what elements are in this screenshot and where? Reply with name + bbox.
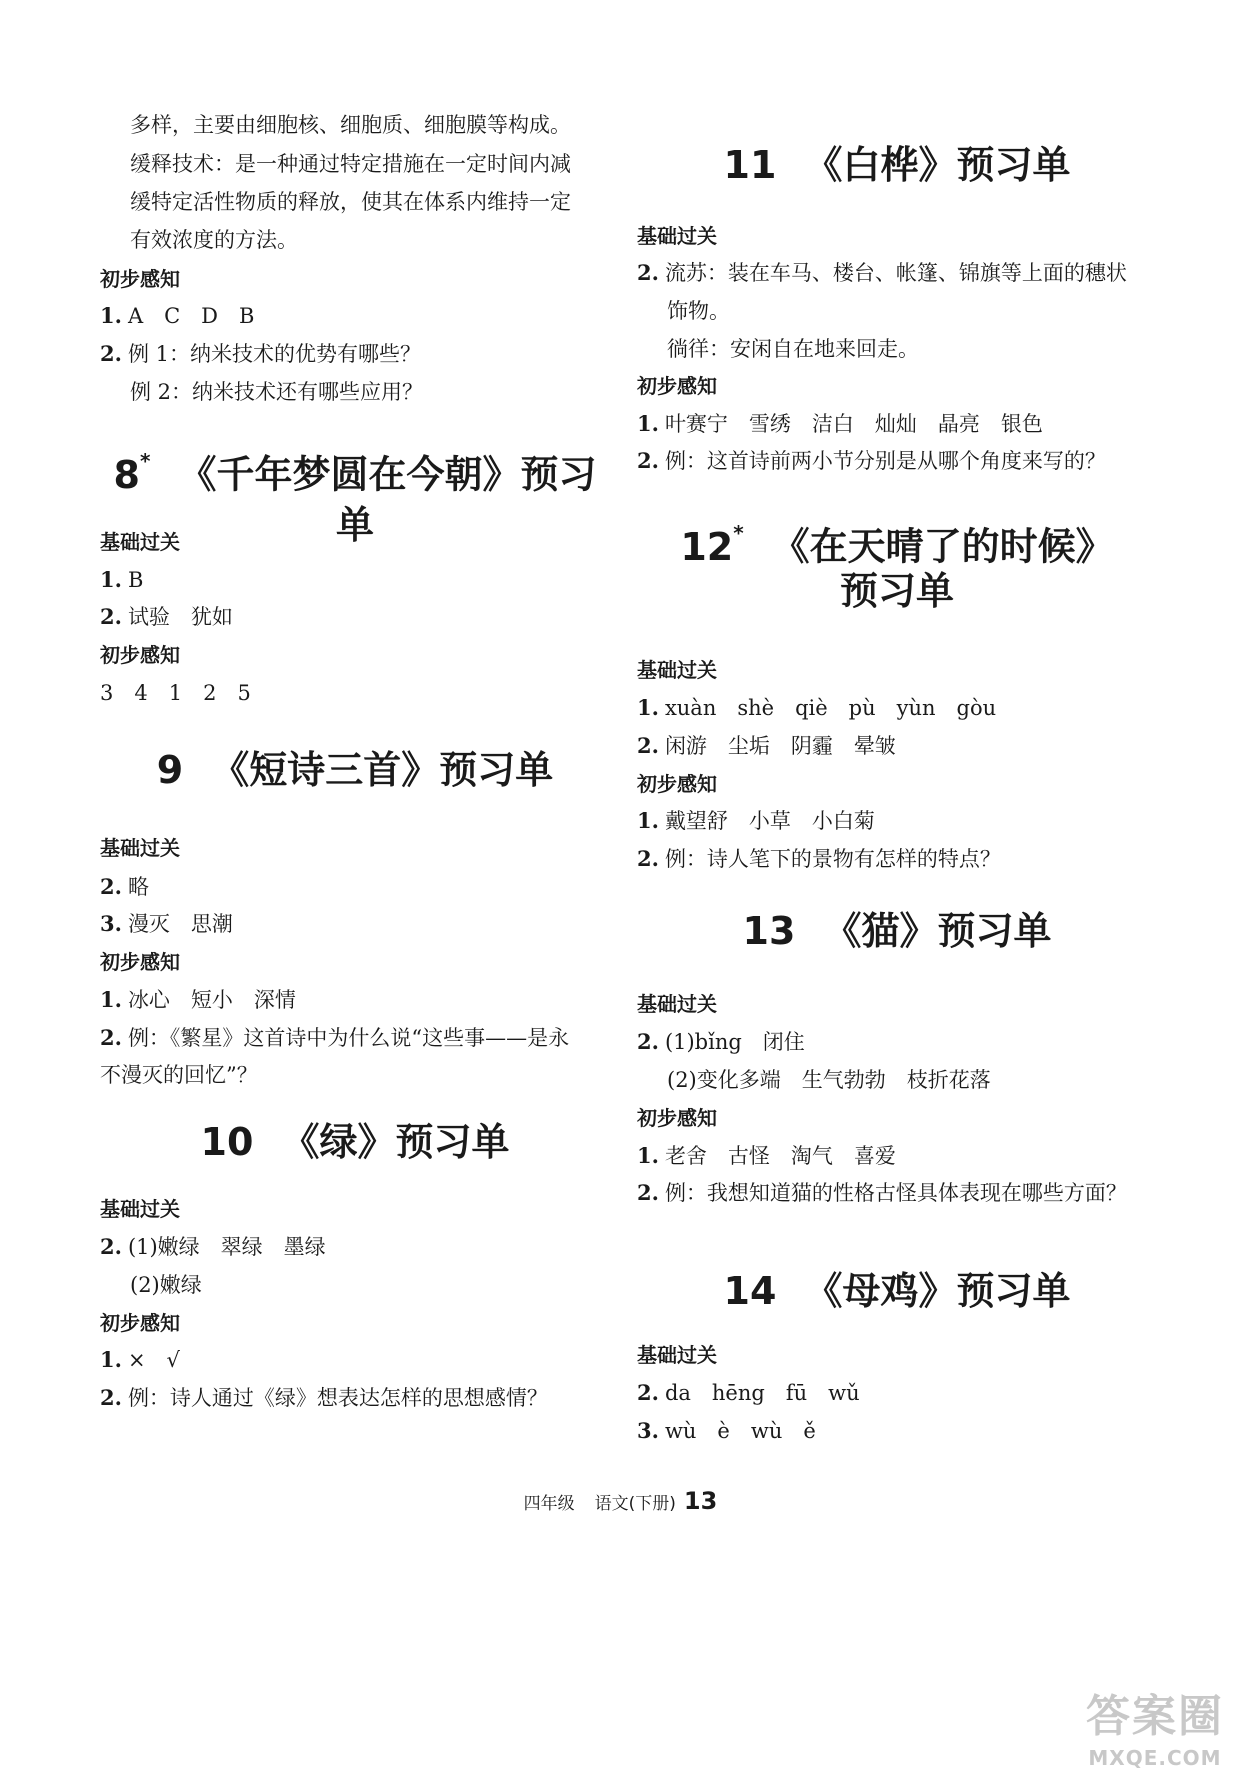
lesson-9-title: 9 《短诗三首》预习单 <box>156 748 554 792</box>
lesson-11-title: 11 《白桦》预习单 <box>723 143 1071 187</box>
section-label: 初步感知 <box>100 267 180 291</box>
answer-line: 2. da hēng fū wǔ <box>637 1380 860 1405</box>
answer-line: 徜徉：安闲自在地来回走。 <box>667 337 919 361</box>
answer-line: 3. 漫灭 思潮 <box>100 911 233 936</box>
answer-line: 3. wù è wù ě <box>637 1418 816 1443</box>
section-label: 基础过关 <box>637 658 717 682</box>
section-label: 基础过关 <box>637 992 717 1016</box>
answer-line: 1. B <box>100 567 144 592</box>
answer-line: 1. 冰心 短小 深情 <box>100 987 296 1012</box>
section-label: 基础过关 <box>637 1343 717 1367</box>
section-label: 基础过关 <box>100 530 180 554</box>
intro-line-3: 缓特定活性物质的释放，使其在体系内维持一定 <box>130 190 571 214</box>
answer-line: 1. xuàn shè qiè pù yùn gòu <box>637 695 997 720</box>
section-label: 基础过关 <box>637 224 717 248</box>
answer-line: 2. 试验 犹如 <box>100 604 233 629</box>
answer-line: 3 4 1 2 5 <box>100 681 251 705</box>
answer-line: 不漫灭的回忆”？ <box>100 1063 258 1087</box>
answer-line: 2. (1)bǐng 闭住 <box>637 1029 805 1054</box>
section-label: 初步感知 <box>637 374 717 398</box>
section-label: 初步感知 <box>637 772 717 796</box>
answer-line: 2. 例：诗人笔下的景物有怎样的特点？ <box>637 846 1001 871</box>
answer-line: (2)变化多端 生气勃勃 枝折花落 <box>667 1068 991 1092</box>
lesson-10-title: 10 《绿》预习单 <box>200 1120 510 1164</box>
footer-grade: 四年级 <box>523 1494 575 1514</box>
answer-line: 2. 例：我想知道猫的性格古怪具体表现在哪些方面？ <box>637 1180 1127 1205</box>
answer-line: 2. 例：这首诗前两小节分别是从哪个角度来写的？ <box>637 448 1106 473</box>
intro-line-4: 有效浓度的方法。 <box>130 228 298 252</box>
answer-line: 饰物。 <box>667 299 730 323</box>
answer-line: 2. (1)嫩绿 翠绿 墨绿 <box>100 1234 326 1259</box>
answer-line: 2. 略 <box>100 874 149 899</box>
section-label: 初步感知 <box>100 643 180 667</box>
answer-line: 例 2：纳米技术还有哪些应用？ <box>130 380 424 404</box>
answer-line: 1. A C D B <box>100 303 255 328</box>
answer-line: 1. 戴望舒 小草 小白菊 <box>637 808 875 833</box>
footer-subject: 语文(下册) <box>594 1494 676 1514</box>
section-label: 初步感知 <box>100 1311 180 1335</box>
intro-line-2: 缓释技术：是一种通过特定措施在一定时间内减 <box>130 152 571 176</box>
lesson-8-title: 8* 《千年梦圆在今朝》预习单 <box>113 449 597 547</box>
lesson-14-title: 14 《母鸡》预习单 <box>723 1269 1071 1313</box>
watermark-url: MXQE.COM <box>1088 1746 1222 1770</box>
answer-line: 1. 叶赛宁 雪绣 洁白 灿灿 晶亮 银色 <box>637 411 1043 436</box>
answer-line: 2. 闲游 尘垢 阴霾 晕皱 <box>637 733 896 758</box>
section-label: 初步感知 <box>637 1106 717 1130</box>
intro-line-1: 多样，主要由细胞核、细胞质、细胞膜等构成。 <box>130 113 571 137</box>
answer-line: 2. 例 1：纳米技术的优势有哪些？ <box>100 341 421 366</box>
watermark-text: 答案圈 <box>1086 1691 1224 1742</box>
answer-line: 2. 例：诗人通过《绿》想表达怎样的思想感情？ <box>100 1385 548 1410</box>
lesson-12-title: 12* 《在天晴了的时候》 <box>680 521 1114 569</box>
section-label: 基础过关 <box>100 836 180 860</box>
answer-line: 1. × √ <box>100 1347 180 1372</box>
page-footer <box>0 1487 1241 1515</box>
section-label: 初步感知 <box>100 950 180 974</box>
lesson-13-title: 13 《猫》预习单 <box>742 909 1052 953</box>
answer-line: 1. 老舍 古怪 淘气 喜爱 <box>637 1143 896 1168</box>
page-number: 13 <box>683 1487 718 1515</box>
answer-line: (2)嫩绿 <box>130 1273 202 1297</box>
lesson-12-title-line-2: 预习单 <box>839 569 954 613</box>
section-label: 基础过关 <box>100 1197 180 1221</box>
watermark-logo <box>1080 1688 1230 1780</box>
answer-line: 2. 流苏：装在车马、楼台、帐篷、锦旗等上面的穗状 <box>637 260 1127 285</box>
answer-line: 2. 例：《繁星》这首诗中为什么说“这些事——是永 <box>100 1025 570 1050</box>
